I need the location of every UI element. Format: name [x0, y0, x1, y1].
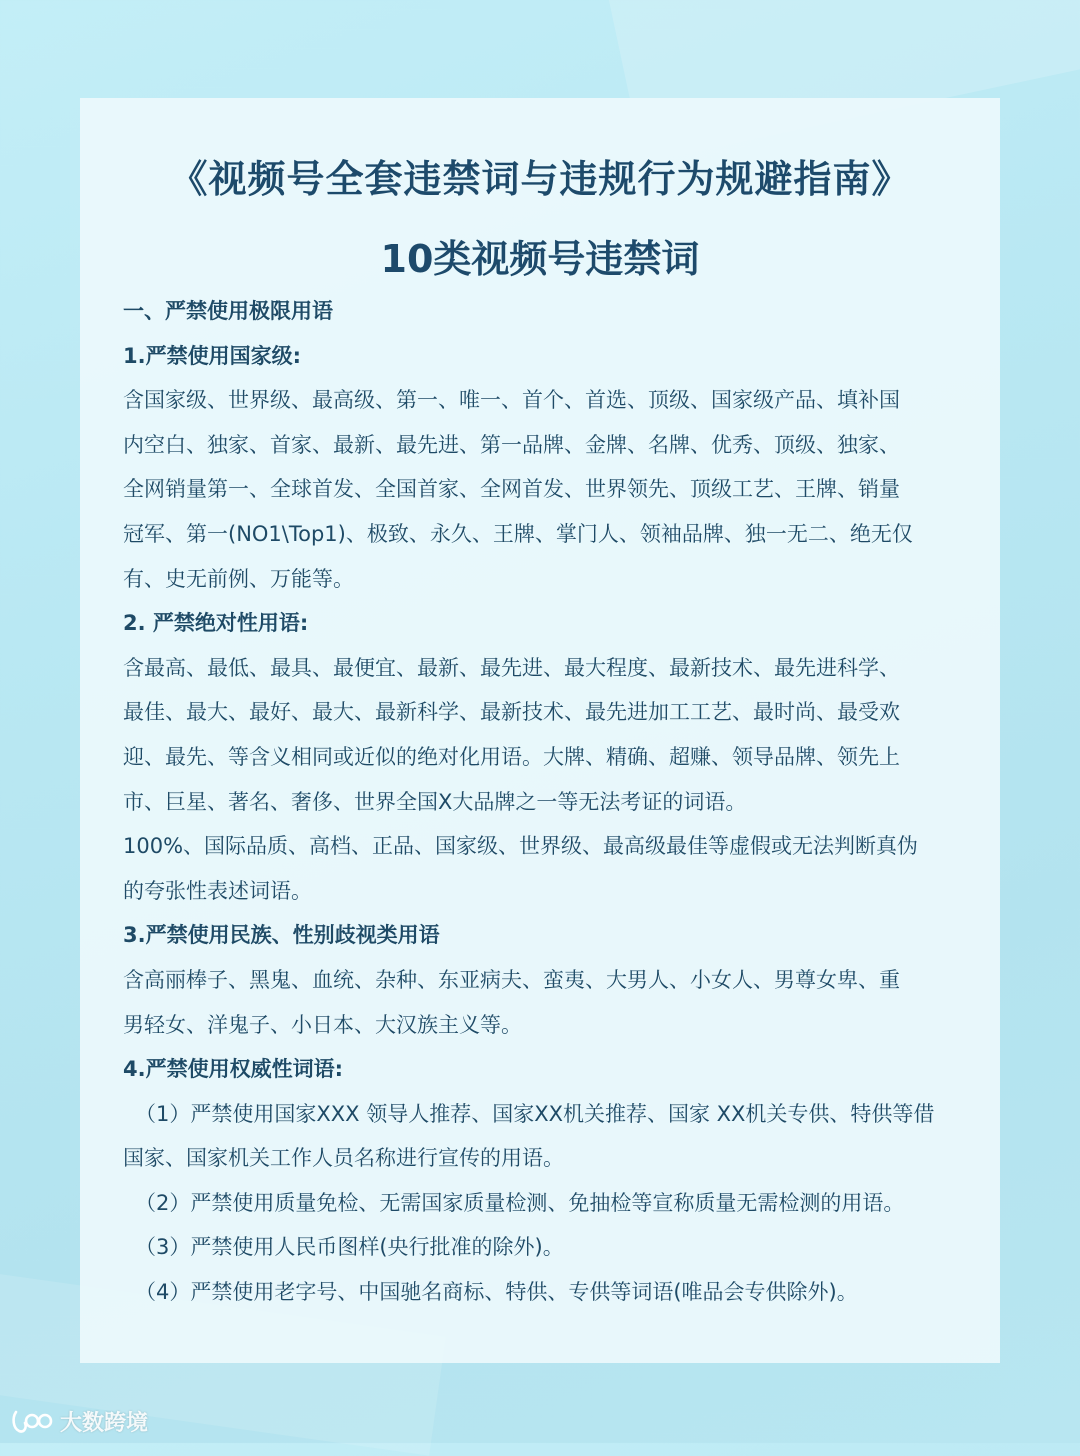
- document-subtitle: 10类视频号违禁词: [380, 237, 700, 281]
- body-text-line: 冠军、第一(NO1\Top1)、极致、永久、王牌、掌门人、领袖品牌、独一无二、绝无仅: [123, 521, 913, 546]
- body-text-line: （3）严禁使用人民币图样(央行批准的除外)。: [135, 1235, 564, 1260]
- body-text-line: 迎、最先、等含义相同或近似的绝对化用语。大牌、精确、超赚、领导品牌、领先上: [123, 744, 900, 769]
- watermark: [10, 1404, 148, 1438]
- section-heading: 一、严禁使用极限用语: [123, 299, 333, 323]
- brand-logo-icon: [10, 1406, 54, 1436]
- body-text-line: 男轻女、洋鬼子、小日本、大汉族主义等。: [123, 1012, 522, 1037]
- body-text-line: 的夸张性表述词语。: [123, 878, 312, 903]
- body-text-line: （2）严禁使用质量免检、无需国家质量检测、免抽检等宣称质量无需检测的用语。: [135, 1190, 905, 1215]
- body-text-line: 市、巨星、著名、奢侈、世界全国X大品牌之一等无法考证的词语。: [123, 789, 747, 814]
- body-text-line: 内空白、独家、首家、最新、最先进、第一品牌、金牌、名牌、优秀、顶级、独家、: [123, 432, 900, 457]
- body-text-line: （4）严禁使用老字号、中国驰名商标、特供、专供等词语(唯品会专供除外)。: [135, 1280, 858, 1305]
- body-text-line: 国家、国家机关工作人员名称进行宣传的用语。: [123, 1146, 564, 1171]
- section-heading: 4.严禁使用权威性词语:: [123, 1057, 343, 1082]
- body-text-line: 含高丽棒子、黑鬼、血统、杂种、东亚病夫、蛮夷、大男人、小女人、男尊女卑、重: [123, 967, 900, 992]
- body-text-line: （1）严禁使用国家XXX 领导人推荐、国家XX机关推荐、国家 XX机关专供、特供等借: [135, 1101, 935, 1126]
- body-text-line: 最佳、最大、最好、最大、最新科学、最新技术、最先进加工工艺、最时尚、最受欢: [123, 700, 900, 725]
- body-text-line: 有、史无前例、万能等。: [123, 566, 354, 591]
- section-heading: 1.严禁使用国家级:: [123, 343, 301, 368]
- body-text-line: 全网销量第一、全球首发、全国首家、全网首发、世界领先、顶级工艺、王牌、销量: [123, 477, 900, 502]
- body-text-line: 100%、国际品质、高档、正品、国家级、世界级、最高级最佳等虚假或无法判断真伪: [123, 834, 919, 859]
- document-title: 《视频号全套违禁词与违规行为规避指南》: [169, 157, 911, 201]
- section-heading: 2. 严禁绝对性用语:: [123, 611, 309, 636]
- body-text-line: 含国家级、世界级、最高级、第一、唯一、首个、首选、顶级、国家级产品、填补国: [123, 388, 900, 413]
- body-text-line: 含最高、最低、最具、最便宜、最新、最先进、最大程度、最新技术、最先进科学、: [123, 655, 900, 680]
- watermark-text: 大数跨境: [60, 1410, 149, 1436]
- section-heading: 3.严禁使用民族、性别歧视类用语: [123, 923, 440, 948]
- document-body: [123, 289, 973, 1315]
